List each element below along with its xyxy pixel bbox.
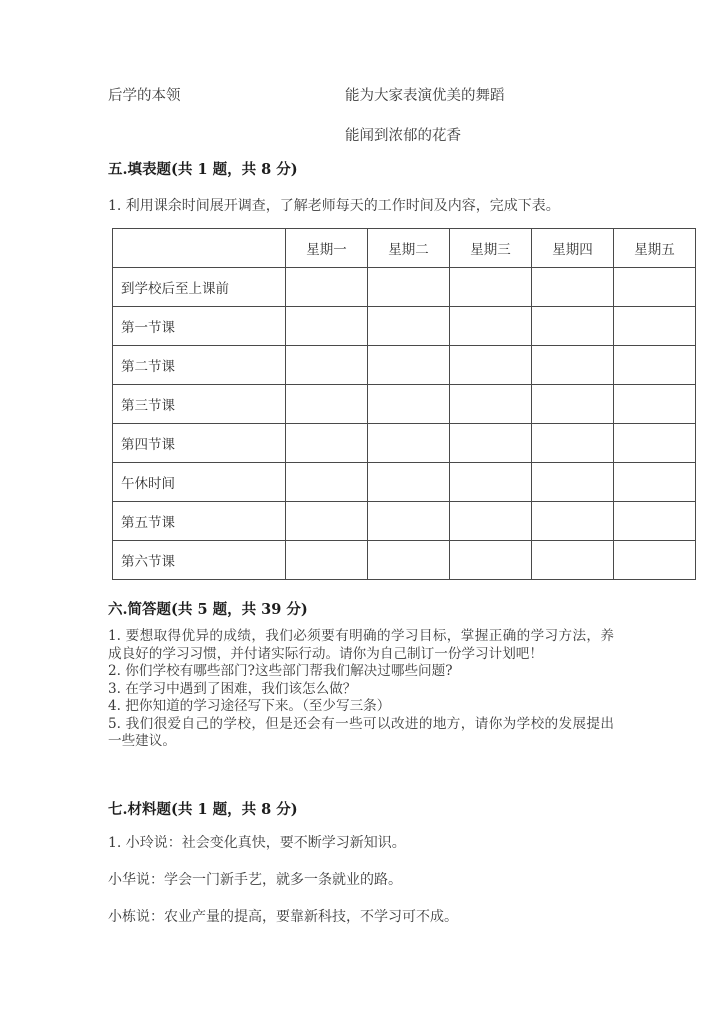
- carryover-right-2: 能闻到浓郁的花香: [345, 128, 461, 144]
- material-dialogue-1: 1. 小玲说：社会变化真快，要不断学习新知识。: [108, 835, 406, 851]
- section-heading-six: 六.简答题(共 5 题，共 39 分): [108, 601, 308, 618]
- table-cell[interactable]: [450, 307, 532, 346]
- table-cell[interactable]: [368, 385, 450, 424]
- table-row-label-0: 到学校后至上课前: [113, 268, 286, 307]
- table-cell[interactable]: [368, 502, 450, 541]
- table-cell[interactable]: [286, 307, 368, 346]
- table-row-label-4: 第四节课: [113, 424, 286, 463]
- material-dialogue-3: 小栋说：农业产量的提高，要靠新科技，不学习可不成。: [108, 909, 458, 925]
- table-cell[interactable]: [450, 385, 532, 424]
- table-corner-cell: [113, 229, 286, 268]
- table-cell[interactable]: [368, 346, 450, 385]
- table-cell[interactable]: [532, 385, 614, 424]
- table-cell[interactable]: [532, 307, 614, 346]
- carryover-lines: [108, 84, 612, 164]
- table-cell[interactable]: [532, 463, 614, 502]
- table-cell[interactable]: [286, 463, 368, 502]
- carryover-right-1: 能为大家表演优美的舞蹈: [345, 88, 505, 104]
- question-item-3: 3. 在学习中遇到了困难，我们该怎么做？: [108, 680, 357, 697]
- table-cell[interactable]: [532, 346, 614, 385]
- table-row-label-5: 午休时间: [113, 463, 286, 502]
- carryover-row: [108, 84, 612, 124]
- table-col-header-1: 星期二: [368, 229, 450, 268]
- table-row: [113, 502, 696, 541]
- section-five-prompt: 1. 利用课余时间展开调查，了解老师每天的工作时间及内容，完成下表。: [108, 198, 560, 214]
- table-cell[interactable]: [532, 424, 614, 463]
- table-cell[interactable]: [614, 424, 696, 463]
- table-row: [113, 541, 696, 580]
- table-cell[interactable]: [286, 385, 368, 424]
- table-cell[interactable]: [450, 268, 532, 307]
- table-cell[interactable]: [368, 541, 450, 580]
- table-row-label-7: 第六节课: [113, 541, 286, 580]
- table-row: [113, 346, 696, 385]
- table-cell[interactable]: [614, 502, 696, 541]
- schedule-table: [112, 228, 696, 580]
- table-cell[interactable]: [450, 424, 532, 463]
- question-item-5: 5. 我们很爱自己的学校，但是还会有一些可以改进的地方，请你为学校的发展提出一些建议。: [108, 715, 614, 749]
- table-col-header-0: 星期一: [286, 229, 368, 268]
- table-cell[interactable]: [450, 346, 532, 385]
- table-cell[interactable]: [532, 502, 614, 541]
- short-answer-question-list: [108, 628, 614, 751]
- table-cell[interactable]: [286, 424, 368, 463]
- table-cell[interactable]: [614, 346, 696, 385]
- table-cell[interactable]: [614, 463, 696, 502]
- table-cell[interactable]: [286, 502, 368, 541]
- table-row: [113, 307, 696, 346]
- table-cell[interactable]: [368, 463, 450, 502]
- table-row-label-2: 第二节课: [113, 346, 286, 385]
- table-row-label-1: 第一节课: [113, 307, 286, 346]
- section-heading-seven: 七.材料题(共 1 题，共 8 分): [108, 801, 298, 818]
- question-item-4: 4. 把你知道的学习途径写下来。（至少写三条）: [108, 698, 391, 714]
- question-item-2: 2. 你们学校有哪些部门?这些部门帮我们解决过哪些问题?: [108, 663, 453, 679]
- table-cell[interactable]: [532, 268, 614, 307]
- table-cell[interactable]: [368, 307, 450, 346]
- table-cell[interactable]: [614, 268, 696, 307]
- table-cell[interactable]: [614, 541, 696, 580]
- table-cell[interactable]: [614, 307, 696, 346]
- table-cell[interactable]: [286, 541, 368, 580]
- table-cell[interactable]: [450, 541, 532, 580]
- table-cell[interactable]: [532, 541, 614, 580]
- table-row: [113, 268, 696, 307]
- section-heading-five: 五.填表题(共 1 题，共 8 分): [108, 161, 298, 178]
- table-cell[interactable]: [450, 463, 532, 502]
- table-row: [113, 424, 696, 463]
- schedule-table-wrapper: [112, 228, 675, 580]
- table-cell[interactable]: [286, 346, 368, 385]
- table-header-row: [113, 229, 696, 268]
- table-row-label-6: 第五节课: [113, 502, 286, 541]
- table-col-header-3: 星期四: [532, 229, 614, 268]
- table-cell[interactable]: [368, 424, 450, 463]
- table-cell[interactable]: [368, 268, 450, 307]
- material-dialogue-2: 小华说：学会一门新手艺，就多一条就业的路。: [108, 872, 402, 888]
- table-cell[interactable]: [450, 502, 532, 541]
- carryover-left-1: 后学的本领: [108, 88, 181, 104]
- table-cell[interactable]: [286, 268, 368, 307]
- table-col-header-2: 星期三: [450, 229, 532, 268]
- question-item-1: 1. 要想取得优异的成绩，我们必须要有明确的学习目标，掌握正确的学习方法，养成良好的学习习惯，并付诸实际行动。请你为自己制订一份学习计划吧！: [108, 628, 614, 662]
- table-row-label-3: 第三节课: [113, 385, 286, 424]
- table-col-header-4: 星期五: [614, 229, 696, 268]
- table-cell[interactable]: [614, 385, 696, 424]
- table-row: [113, 385, 696, 424]
- table-row: [113, 463, 696, 502]
